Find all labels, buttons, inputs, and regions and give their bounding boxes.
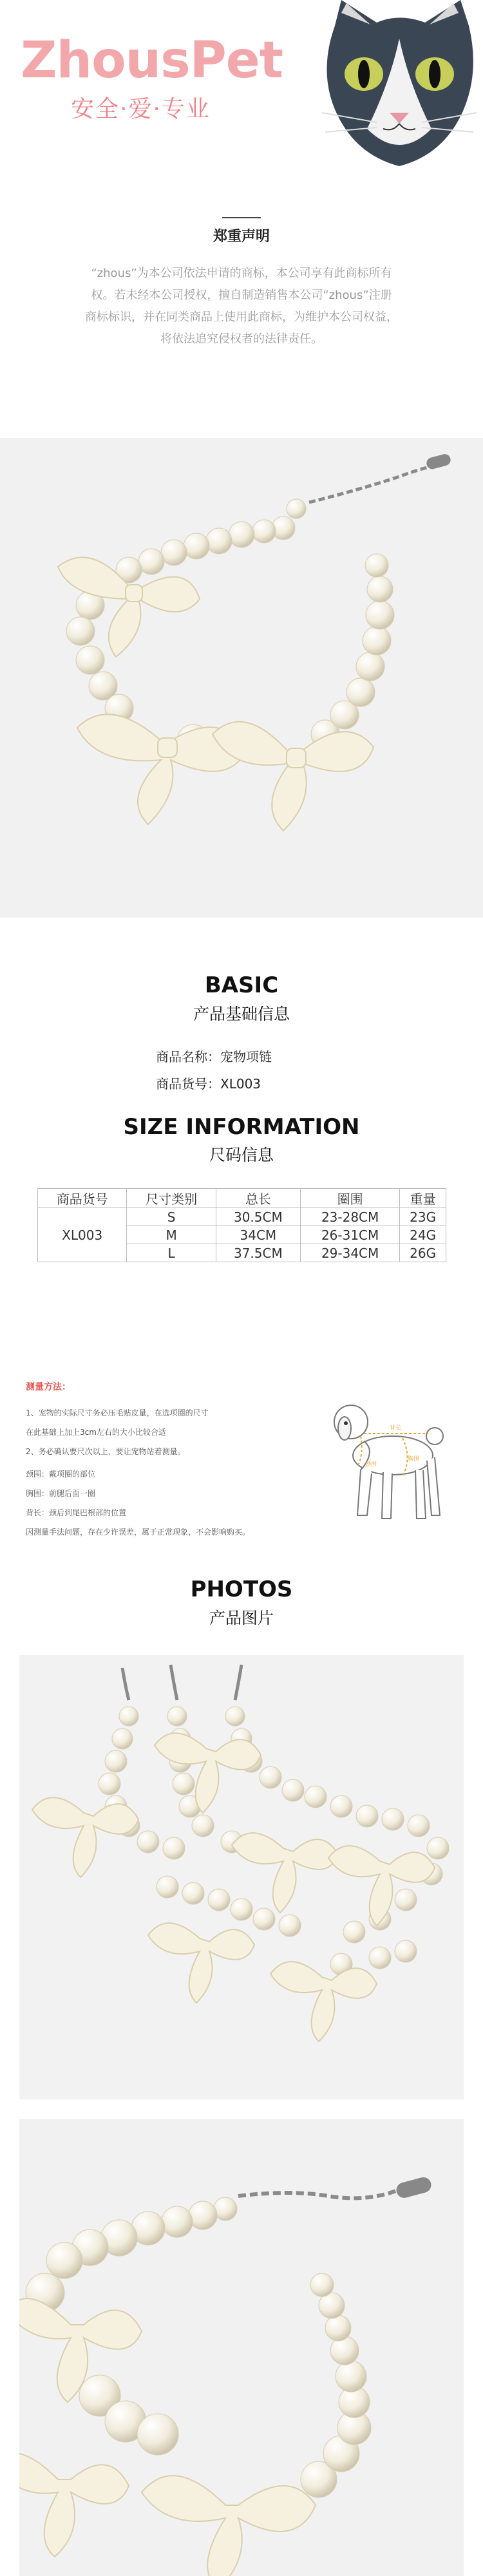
table-cell: 23-28CM [300,1208,399,1226]
basic-title: BASIC [204,972,279,998]
measure-line: 在此基础上加上3cm左右的大小比较合适 [26,1428,166,1437]
table-row [38,1208,446,1226]
brand-slogan: 安全·爱·专业 [71,96,211,122]
declaration-title: 郑重声明 [213,229,270,245]
table-cell: 37.5CM [216,1244,300,1262]
measure-line: 胸围：前腿后面一圈 [26,1489,96,1498]
cat-illustration-icon [316,0,483,171]
dog-label-neck: 颈围 [365,1461,377,1468]
product-photo-necklace [0,438,483,918]
measure-line: 背长：颈后到尾巴根部的位置 [26,1508,127,1517]
table-header: 总长 [216,1189,300,1208]
photos-title: PHOTOS [190,1577,293,1602]
size-subtitle: 尺码信息 [209,1146,274,1164]
size-title: SIZE INFORMATION [123,1114,360,1140]
table-cell: 23G [400,1208,446,1226]
product-name-line: 商品名称：宠物项链 [156,1049,272,1065]
dog-label-back: 背长 [390,1425,402,1432]
divider [222,217,261,218]
table-header-row [38,1189,446,1208]
measure-line: 因测量手法问题，存在少许误差，属于正常现象，不会影响购买。 [26,1528,251,1537]
size-table [37,1188,446,1262]
table-cell: 26-31CM [300,1226,399,1244]
declaration-line: 权。若未经本公司授权，擅自制造销售本公司“zhous”注册 [91,289,392,302]
photos-subtitle: 产品图片 [209,1609,274,1627]
sku-cell: XL003 [38,1208,127,1262]
table-header: 重量 [400,1189,446,1208]
dog-measurement-diagram-icon [325,1396,457,1538]
measure-title: 测量方法： [26,1382,71,1392]
product-sku-line: 商品货号：XL003 [156,1076,261,1092]
measure-line: 1、宠物的实际尺寸务必压毛贴皮量，在选项圈的尺寸 [26,1408,209,1417]
table-cell: 29-34CM [300,1244,399,1262]
product-photo-three-necklaces [19,1655,464,2099]
measure-line: 颈围：戴项圈的部位 [26,1470,96,1479]
table-header: 商品货号 [38,1189,127,1208]
table-header: 圈围 [300,1189,399,1208]
table-header: 尺寸类别 [127,1189,216,1208]
declaration-line: 将依法追究侵权者的法律责任。 [160,332,323,346]
brand-logo-text: ZhousPet [21,32,283,90]
basic-subtitle: 产品基础信息 [193,1005,290,1023]
measure-line: 2、务必确认要尺次以上，要让宠物站着测量。 [26,1447,185,1456]
table-cell: 26G [400,1244,446,1262]
table-cell: M [127,1226,216,1244]
declaration-body [32,263,451,350]
table-cell: 34CM [216,1226,300,1244]
dog-label-chest: 胸围 [408,1456,420,1463]
declaration-line: “zhous”为本公司依法申请的商标，本公司享有此商标所有 [91,267,392,280]
table-cell: S [127,1208,216,1226]
table-cell: L [127,1244,216,1262]
declaration-line: 商标标识，并在同类商品上使用此商标，为维护本公司权益， [85,310,398,324]
product-photo-necklace-closeup [19,2119,464,2576]
table-cell: 30.5CM [216,1208,300,1226]
table-cell: 24G [400,1226,446,1244]
